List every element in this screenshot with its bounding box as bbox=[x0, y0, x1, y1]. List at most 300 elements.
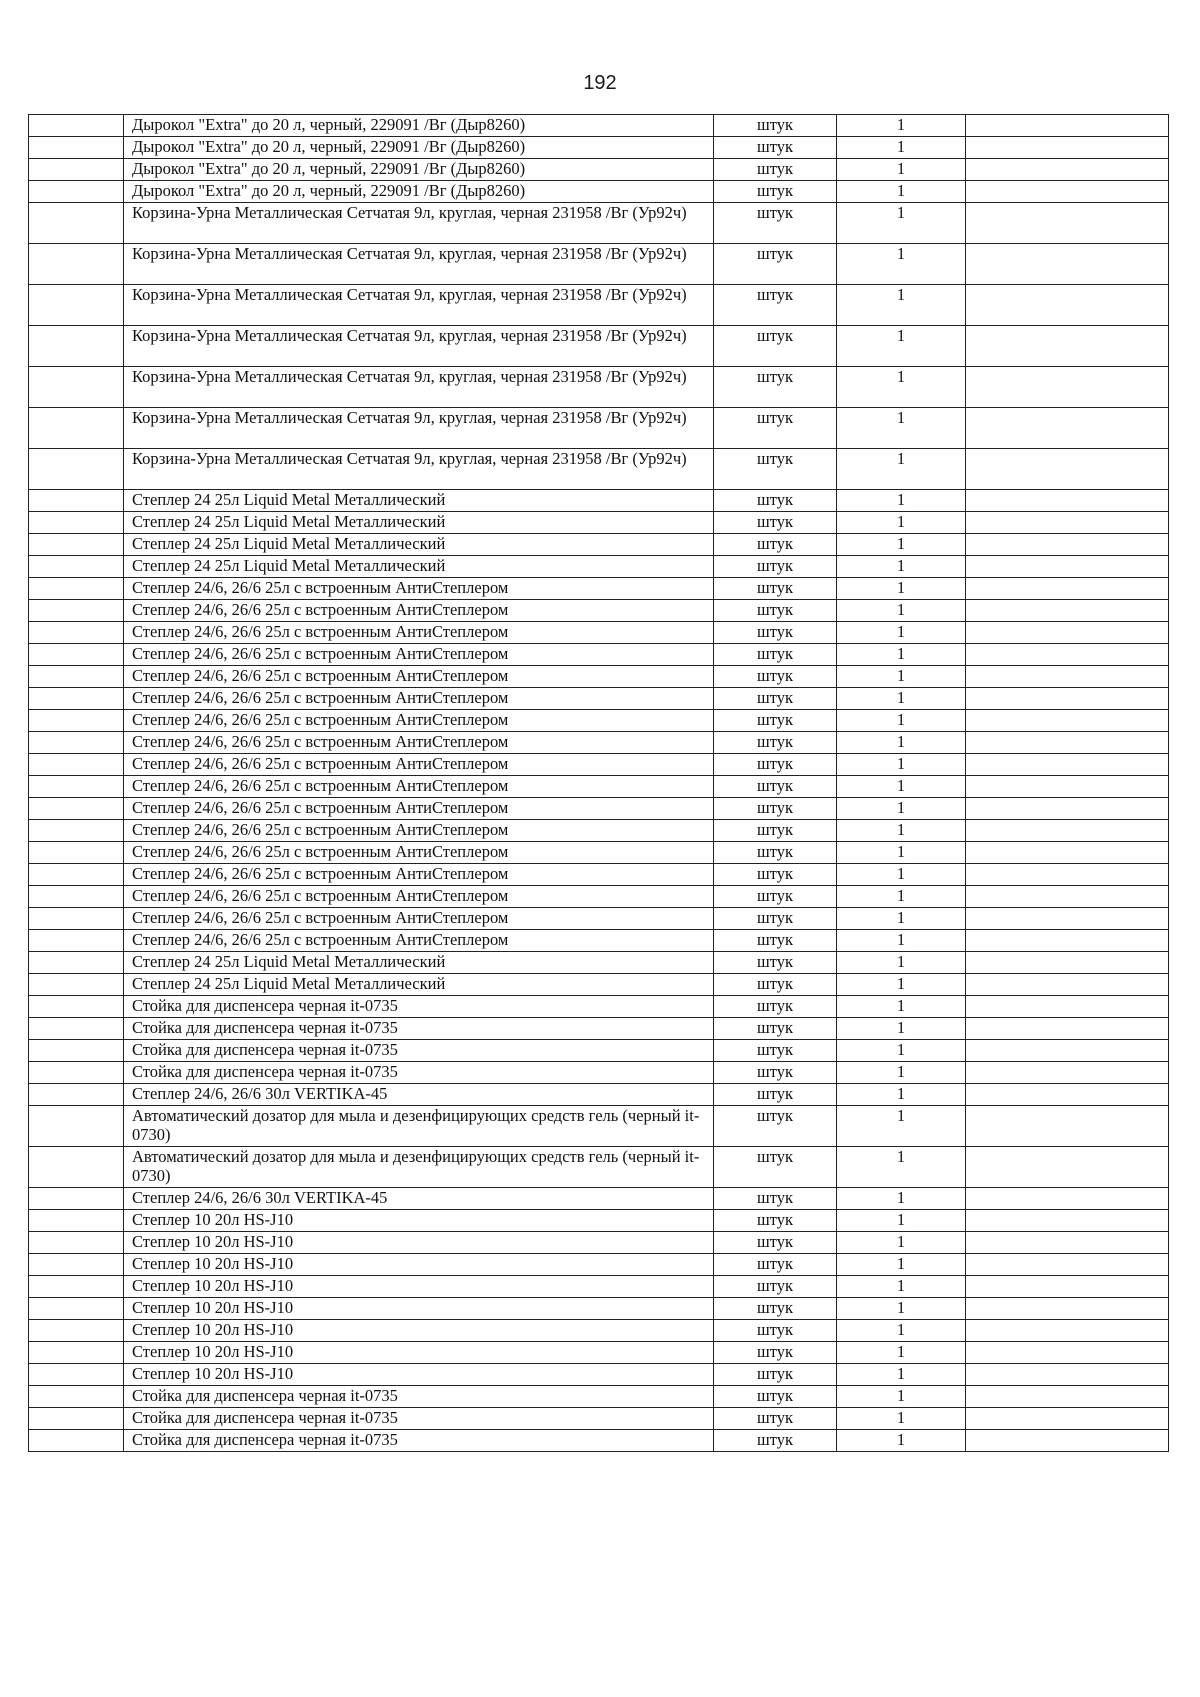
row-index-cell bbox=[29, 710, 124, 732]
note-cell bbox=[966, 578, 1169, 600]
unit-cell: штук bbox=[714, 1386, 837, 1408]
item-name-cell: Степлер 24/6, 26/6 25л с встроенным АнтиСтеплером bbox=[124, 864, 714, 886]
row-index-cell bbox=[29, 490, 124, 512]
row-index-cell bbox=[29, 1408, 124, 1430]
unit-cell: штук bbox=[714, 159, 837, 181]
item-name-cell: Степлер 24/6, 26/6 30л VERTIKA-45 bbox=[124, 1084, 714, 1106]
note-cell bbox=[966, 864, 1169, 886]
row-index-cell bbox=[29, 1342, 124, 1364]
table-row bbox=[29, 1408, 1169, 1430]
quantity-cell: 1 bbox=[837, 600, 966, 622]
quantity-cell: 1 bbox=[837, 974, 966, 996]
row-index-cell bbox=[29, 1188, 124, 1210]
row-index-cell bbox=[29, 1040, 124, 1062]
row-index-cell bbox=[29, 820, 124, 842]
table-row bbox=[29, 842, 1169, 864]
note-cell bbox=[966, 1408, 1169, 1430]
row-index-cell bbox=[29, 622, 124, 644]
note-cell bbox=[966, 622, 1169, 644]
row-index-cell bbox=[29, 115, 124, 137]
unit-cell: штук bbox=[714, 622, 837, 644]
unit-cell: штук bbox=[714, 776, 837, 798]
unit-cell: штук bbox=[714, 1408, 837, 1430]
table-row bbox=[29, 600, 1169, 622]
note-cell bbox=[966, 974, 1169, 996]
item-name-cell: Автоматический дозатор для мыла и дезенфицирующих средств гель (черный it-0730) bbox=[124, 1106, 714, 1147]
item-name-cell: Корзина-Урна Металлическая Сетчатая 9л, круглая, черная 231958 /Вг (Ур92ч) bbox=[124, 449, 714, 490]
quantity-cell: 1 bbox=[837, 1018, 966, 1040]
unit-cell: штук bbox=[714, 974, 837, 996]
note-cell bbox=[966, 1106, 1169, 1147]
row-index-cell bbox=[29, 1254, 124, 1276]
unit-cell: штук bbox=[714, 1210, 837, 1232]
table-row bbox=[29, 1188, 1169, 1210]
table-row bbox=[29, 115, 1169, 137]
table-row bbox=[29, 1430, 1169, 1452]
row-index-cell bbox=[29, 666, 124, 688]
note-cell bbox=[966, 732, 1169, 754]
table-row bbox=[29, 181, 1169, 203]
item-name-cell: Стойка для диспенсера черная it-0735 bbox=[124, 1040, 714, 1062]
quantity-cell: 1 bbox=[837, 798, 966, 820]
item-name-cell: Степлер 24/6, 26/6 25л с встроенным АнтиСтеплером bbox=[124, 886, 714, 908]
note-cell bbox=[966, 644, 1169, 666]
quantity-cell: 1 bbox=[837, 1188, 966, 1210]
table-row bbox=[29, 367, 1169, 408]
note-cell bbox=[966, 1210, 1169, 1232]
table-row bbox=[29, 908, 1169, 930]
table-row bbox=[29, 326, 1169, 367]
item-name-cell: Степлер 24/6, 26/6 25л с встроенным АнтиСтеплером bbox=[124, 732, 714, 754]
item-name-cell: Степлер 10 20л HS-J10 bbox=[124, 1254, 714, 1276]
table-row bbox=[29, 886, 1169, 908]
note-cell bbox=[966, 556, 1169, 578]
table-row bbox=[29, 732, 1169, 754]
unit-cell: штук bbox=[714, 1430, 837, 1452]
item-name-cell: Степлер 24 25л Liquid Metal Металлический bbox=[124, 490, 714, 512]
row-index-cell bbox=[29, 1232, 124, 1254]
row-index-cell bbox=[29, 644, 124, 666]
table-row bbox=[29, 622, 1169, 644]
quantity-cell: 1 bbox=[837, 1062, 966, 1084]
table-row bbox=[29, 137, 1169, 159]
unit-cell: штук bbox=[714, 203, 837, 244]
unit-cell: штук bbox=[714, 886, 837, 908]
table-row bbox=[29, 1298, 1169, 1320]
quantity-cell: 1 bbox=[837, 1084, 966, 1106]
table-row bbox=[29, 996, 1169, 1018]
unit-cell: штук bbox=[714, 367, 837, 408]
row-index-cell bbox=[29, 244, 124, 285]
table-row bbox=[29, 1062, 1169, 1084]
note-cell bbox=[966, 326, 1169, 367]
item-name-cell: Степлер 24/6, 26/6 25л с встроенным АнтиСтеплером bbox=[124, 754, 714, 776]
table-row bbox=[29, 285, 1169, 326]
row-index-cell bbox=[29, 534, 124, 556]
quantity-cell: 1 bbox=[837, 181, 966, 203]
quantity-cell: 1 bbox=[837, 930, 966, 952]
table-row bbox=[29, 244, 1169, 285]
note-cell bbox=[966, 600, 1169, 622]
quantity-cell: 1 bbox=[837, 864, 966, 886]
row-index-cell bbox=[29, 732, 124, 754]
item-name-cell: Корзина-Урна Металлическая Сетчатая 9л, круглая, черная 231958 /Вг (Ур92ч) bbox=[124, 203, 714, 244]
quantity-cell: 1 bbox=[837, 1364, 966, 1386]
note-cell bbox=[966, 776, 1169, 798]
quantity-cell: 1 bbox=[837, 1320, 966, 1342]
quantity-cell: 1 bbox=[837, 578, 966, 600]
table-row bbox=[29, 820, 1169, 842]
unit-cell: штук bbox=[714, 408, 837, 449]
unit-cell: штук bbox=[714, 1018, 837, 1040]
item-name-cell: Стойка для диспенсера черная it-0735 bbox=[124, 1430, 714, 1452]
quantity-cell: 1 bbox=[837, 326, 966, 367]
table-row bbox=[29, 1040, 1169, 1062]
inventory-table bbox=[28, 114, 1169, 1452]
quantity-cell: 1 bbox=[837, 996, 966, 1018]
unit-cell: штук bbox=[714, 952, 837, 974]
unit-cell: штук bbox=[714, 666, 837, 688]
table-row bbox=[29, 1232, 1169, 1254]
quantity-cell: 1 bbox=[837, 203, 966, 244]
unit-cell: штук bbox=[714, 1188, 837, 1210]
row-index-cell bbox=[29, 449, 124, 490]
row-index-cell bbox=[29, 1062, 124, 1084]
unit-cell: штук bbox=[714, 798, 837, 820]
unit-cell: штук bbox=[714, 1364, 837, 1386]
row-index-cell bbox=[29, 1018, 124, 1040]
table-row bbox=[29, 490, 1169, 512]
row-index-cell bbox=[29, 512, 124, 534]
item-name-cell: Степлер 24 25л Liquid Metal Металлический bbox=[124, 952, 714, 974]
quantity-cell: 1 bbox=[837, 1342, 966, 1364]
quantity-cell: 1 bbox=[837, 408, 966, 449]
table-row bbox=[29, 1084, 1169, 1106]
unit-cell: штук bbox=[714, 244, 837, 285]
table-row bbox=[29, 534, 1169, 556]
item-name-cell: Корзина-Урна Металлическая Сетчатая 9л, круглая, черная 231958 /Вг (Ур92ч) bbox=[124, 367, 714, 408]
table-row bbox=[29, 556, 1169, 578]
item-name-cell: Степлер 24/6, 26/6 25л с встроенным АнтиСтеплером bbox=[124, 578, 714, 600]
note-cell bbox=[966, 908, 1169, 930]
item-name-cell: Степлер 24/6, 26/6 25л с встроенным АнтиСтеплером bbox=[124, 666, 714, 688]
row-index-cell bbox=[29, 1147, 124, 1188]
note-cell bbox=[966, 1276, 1169, 1298]
unit-cell: штук bbox=[714, 600, 837, 622]
quantity-cell: 1 bbox=[837, 556, 966, 578]
note-cell bbox=[966, 244, 1169, 285]
quantity-cell: 1 bbox=[837, 1430, 966, 1452]
row-index-cell bbox=[29, 798, 124, 820]
row-index-cell bbox=[29, 1276, 124, 1298]
item-name-cell: Степлер 10 20л HS-J10 bbox=[124, 1364, 714, 1386]
note-cell bbox=[966, 930, 1169, 952]
row-index-cell bbox=[29, 203, 124, 244]
item-name-cell: Степлер 24/6, 26/6 25л с встроенным АнтиСтеплером bbox=[124, 820, 714, 842]
quantity-cell: 1 bbox=[837, 688, 966, 710]
quantity-cell: 1 bbox=[837, 115, 966, 137]
row-index-cell bbox=[29, 952, 124, 974]
row-index-cell bbox=[29, 578, 124, 600]
table-row bbox=[29, 159, 1169, 181]
table-row bbox=[29, 754, 1169, 776]
note-cell bbox=[966, 534, 1169, 556]
table-row bbox=[29, 512, 1169, 534]
item-name-cell: Корзина-Урна Металлическая Сетчатая 9л, круглая, черная 231958 /Вг (Ур92ч) bbox=[124, 326, 714, 367]
item-name-cell: Степлер 24/6, 26/6 25л с встроенным АнтиСтеплером bbox=[124, 798, 714, 820]
row-index-cell bbox=[29, 159, 124, 181]
row-index-cell bbox=[29, 367, 124, 408]
inventory-table-body bbox=[29, 115, 1169, 1452]
item-name-cell: Степлер 24 25л Liquid Metal Металлический bbox=[124, 512, 714, 534]
note-cell bbox=[966, 666, 1169, 688]
quantity-cell: 1 bbox=[837, 1386, 966, 1408]
item-name-cell: Степлер 24 25л Liquid Metal Металлический bbox=[124, 556, 714, 578]
item-name-cell: Степлер 24/6, 26/6 25л с встроенным АнтиСтеплером bbox=[124, 776, 714, 798]
unit-cell: штук bbox=[714, 688, 837, 710]
item-name-cell: Степлер 10 20л HS-J10 bbox=[124, 1232, 714, 1254]
quantity-cell: 1 bbox=[837, 886, 966, 908]
table-row bbox=[29, 1320, 1169, 1342]
note-cell bbox=[966, 115, 1169, 137]
quantity-cell: 1 bbox=[837, 1298, 966, 1320]
row-index-cell bbox=[29, 1430, 124, 1452]
item-name-cell: Корзина-Урна Металлическая Сетчатая 9л, круглая, черная 231958 /Вг (Ур92ч) bbox=[124, 244, 714, 285]
table-row bbox=[29, 688, 1169, 710]
unit-cell: штук bbox=[714, 115, 837, 137]
quantity-cell: 1 bbox=[837, 952, 966, 974]
note-cell bbox=[966, 688, 1169, 710]
quantity-cell: 1 bbox=[837, 1210, 966, 1232]
quantity-cell: 1 bbox=[837, 1106, 966, 1147]
note-cell bbox=[966, 952, 1169, 974]
table-row bbox=[29, 1147, 1169, 1188]
quantity-cell: 1 bbox=[837, 710, 966, 732]
unit-cell: штук bbox=[714, 864, 837, 886]
unit-cell: штук bbox=[714, 490, 837, 512]
table-row bbox=[29, 408, 1169, 449]
item-name-cell: Степлер 24/6, 26/6 25л с встроенным АнтиСтеплером bbox=[124, 644, 714, 666]
item-name-cell: Стойка для диспенсера черная it-0735 bbox=[124, 1386, 714, 1408]
quantity-cell: 1 bbox=[837, 449, 966, 490]
item-name-cell: Степлер 24 25л Liquid Metal Металлический bbox=[124, 534, 714, 556]
row-index-cell bbox=[29, 326, 124, 367]
note-cell bbox=[966, 367, 1169, 408]
quantity-cell: 1 bbox=[837, 1232, 966, 1254]
note-cell bbox=[966, 408, 1169, 449]
unit-cell: штук bbox=[714, 285, 837, 326]
quantity-cell: 1 bbox=[837, 776, 966, 798]
table-row bbox=[29, 1254, 1169, 1276]
note-cell bbox=[966, 1386, 1169, 1408]
row-index-cell bbox=[29, 776, 124, 798]
quantity-cell: 1 bbox=[837, 534, 966, 556]
table-row bbox=[29, 1106, 1169, 1147]
quantity-cell: 1 bbox=[837, 1040, 966, 1062]
quantity-cell: 1 bbox=[837, 1254, 966, 1276]
note-cell bbox=[966, 1084, 1169, 1106]
quantity-cell: 1 bbox=[837, 666, 966, 688]
unit-cell: штук bbox=[714, 930, 837, 952]
unit-cell: штук bbox=[714, 908, 837, 930]
quantity-cell: 1 bbox=[837, 908, 966, 930]
note-cell bbox=[966, 798, 1169, 820]
item-name-cell: Степлер 24/6, 26/6 25л с встроенным АнтиСтеплером bbox=[124, 930, 714, 952]
row-index-cell bbox=[29, 1106, 124, 1147]
quantity-cell: 1 bbox=[837, 1408, 966, 1430]
table-row bbox=[29, 449, 1169, 490]
item-name-cell: Степлер 24/6, 26/6 25л с встроенным АнтиСтеплером bbox=[124, 710, 714, 732]
quantity-cell: 1 bbox=[837, 367, 966, 408]
table-row bbox=[29, 203, 1169, 244]
row-index-cell bbox=[29, 285, 124, 326]
row-index-cell bbox=[29, 930, 124, 952]
unit-cell: штук bbox=[714, 1254, 837, 1276]
row-index-cell bbox=[29, 1210, 124, 1232]
table-row bbox=[29, 864, 1169, 886]
unit-cell: штук bbox=[714, 1232, 837, 1254]
unit-cell: штук bbox=[714, 1298, 837, 1320]
row-index-cell bbox=[29, 1364, 124, 1386]
unit-cell: штук bbox=[714, 556, 837, 578]
quantity-cell: 1 bbox=[837, 490, 966, 512]
item-name-cell: Степлер 10 20л HS-J10 bbox=[124, 1320, 714, 1342]
quantity-cell: 1 bbox=[837, 285, 966, 326]
note-cell bbox=[966, 710, 1169, 732]
unit-cell: штук bbox=[714, 1084, 837, 1106]
unit-cell: штук bbox=[714, 996, 837, 1018]
table-row bbox=[29, 930, 1169, 952]
row-index-cell bbox=[29, 754, 124, 776]
row-index-cell bbox=[29, 974, 124, 996]
row-index-cell bbox=[29, 137, 124, 159]
quantity-cell: 1 bbox=[837, 820, 966, 842]
note-cell bbox=[966, 181, 1169, 203]
item-name-cell: Дырокол "Extra" до 20 л, черный, 229091 /Вг (Дыр8260) bbox=[124, 159, 714, 181]
item-name-cell: Стойка для диспенсера черная it-0735 bbox=[124, 996, 714, 1018]
row-index-cell bbox=[29, 1386, 124, 1408]
unit-cell: штук bbox=[714, 1342, 837, 1364]
table-row bbox=[29, 1342, 1169, 1364]
unit-cell: штук bbox=[714, 644, 837, 666]
item-name-cell: Корзина-Урна Металлическая Сетчатая 9л, круглая, черная 231958 /Вг (Ур92ч) bbox=[124, 408, 714, 449]
item-name-cell: Автоматический дозатор для мыла и дезенфицирующих средств гель (черный it-0730) bbox=[124, 1147, 714, 1188]
item-name-cell: Дырокол "Extra" до 20 л, черный, 229091 /Вг (Дыр8260) bbox=[124, 181, 714, 203]
row-index-cell bbox=[29, 842, 124, 864]
row-index-cell bbox=[29, 600, 124, 622]
item-name-cell: Степлер 10 20л HS-J10 bbox=[124, 1342, 714, 1364]
row-index-cell bbox=[29, 996, 124, 1018]
note-cell bbox=[966, 1430, 1169, 1452]
quantity-cell: 1 bbox=[837, 644, 966, 666]
item-name-cell: Степлер 10 20л HS-J10 bbox=[124, 1298, 714, 1320]
note-cell bbox=[966, 820, 1169, 842]
quantity-cell: 1 bbox=[837, 512, 966, 534]
table-row bbox=[29, 644, 1169, 666]
unit-cell: штук bbox=[714, 842, 837, 864]
item-name-cell: Степлер 24/6, 26/6 25л с встроенным АнтиСтеплером bbox=[124, 688, 714, 710]
item-name-cell: Степлер 10 20л HS-J10 bbox=[124, 1210, 714, 1232]
item-name-cell: Стойка для диспенсера черная it-0735 bbox=[124, 1062, 714, 1084]
table-row bbox=[29, 1386, 1169, 1408]
table-row bbox=[29, 776, 1169, 798]
table-row bbox=[29, 1018, 1169, 1040]
quantity-cell: 1 bbox=[837, 159, 966, 181]
note-cell bbox=[966, 1188, 1169, 1210]
note-cell bbox=[966, 512, 1169, 534]
note-cell bbox=[966, 1298, 1169, 1320]
note-cell bbox=[966, 159, 1169, 181]
row-index-cell bbox=[29, 688, 124, 710]
quantity-cell: 1 bbox=[837, 244, 966, 285]
note-cell bbox=[966, 996, 1169, 1018]
note-cell bbox=[966, 449, 1169, 490]
unit-cell: штук bbox=[714, 512, 837, 534]
unit-cell: штук bbox=[714, 820, 837, 842]
unit-cell: штук bbox=[714, 326, 837, 367]
unit-cell: штук bbox=[714, 181, 837, 203]
table-row bbox=[29, 710, 1169, 732]
item-name-cell: Дырокол "Extra" до 20 л, черный, 229091 /Вг (Дыр8260) bbox=[124, 137, 714, 159]
row-index-cell bbox=[29, 886, 124, 908]
item-name-cell: Дырокол "Extra" до 20 л, черный, 229091 /Вг (Дыр8260) bbox=[124, 115, 714, 137]
row-index-cell bbox=[29, 1320, 124, 1342]
unit-cell: штук bbox=[714, 1040, 837, 1062]
row-index-cell bbox=[29, 556, 124, 578]
row-index-cell bbox=[29, 408, 124, 449]
note-cell bbox=[966, 1320, 1169, 1342]
table-row bbox=[29, 1210, 1169, 1232]
row-index-cell bbox=[29, 181, 124, 203]
note-cell bbox=[966, 1018, 1169, 1040]
note-cell bbox=[966, 285, 1169, 326]
note-cell bbox=[966, 1232, 1169, 1254]
note-cell bbox=[966, 490, 1169, 512]
unit-cell: штук bbox=[714, 1106, 837, 1147]
note-cell bbox=[966, 203, 1169, 244]
unit-cell: штук bbox=[714, 1062, 837, 1084]
note-cell bbox=[966, 137, 1169, 159]
row-index-cell bbox=[29, 1084, 124, 1106]
item-name-cell: Степлер 10 20л HS-J10 bbox=[124, 1276, 714, 1298]
table-row bbox=[29, 1364, 1169, 1386]
note-cell bbox=[966, 1147, 1169, 1188]
unit-cell: штук bbox=[714, 710, 837, 732]
table-row bbox=[29, 1276, 1169, 1298]
item-name-cell: Степлер 24/6, 26/6 25л с встроенным АнтиСтеплером bbox=[124, 600, 714, 622]
unit-cell: штук bbox=[714, 1320, 837, 1342]
table-row bbox=[29, 798, 1169, 820]
quantity-cell: 1 bbox=[837, 137, 966, 159]
table-row bbox=[29, 952, 1169, 974]
note-cell bbox=[966, 1342, 1169, 1364]
unit-cell: штук bbox=[714, 754, 837, 776]
note-cell bbox=[966, 1364, 1169, 1386]
unit-cell: штук bbox=[714, 449, 837, 490]
item-name-cell: Степлер 24/6, 26/6 25л с встроенным АнтиСтеплером bbox=[124, 622, 714, 644]
quantity-cell: 1 bbox=[837, 754, 966, 776]
table-row bbox=[29, 578, 1169, 600]
note-cell bbox=[966, 1062, 1169, 1084]
unit-cell: штук bbox=[714, 578, 837, 600]
page-number: 192 bbox=[583, 72, 617, 94]
note-cell bbox=[966, 1254, 1169, 1276]
item-name-cell: Стойка для диспенсера черная it-0735 bbox=[124, 1018, 714, 1040]
item-name-cell: Стойка для диспенсера черная it-0735 bbox=[124, 1408, 714, 1430]
quantity-cell: 1 bbox=[837, 1147, 966, 1188]
table-row bbox=[29, 666, 1169, 688]
item-name-cell: Степлер 24/6, 26/6 25л с встроенным АнтиСтеплером bbox=[124, 908, 714, 930]
